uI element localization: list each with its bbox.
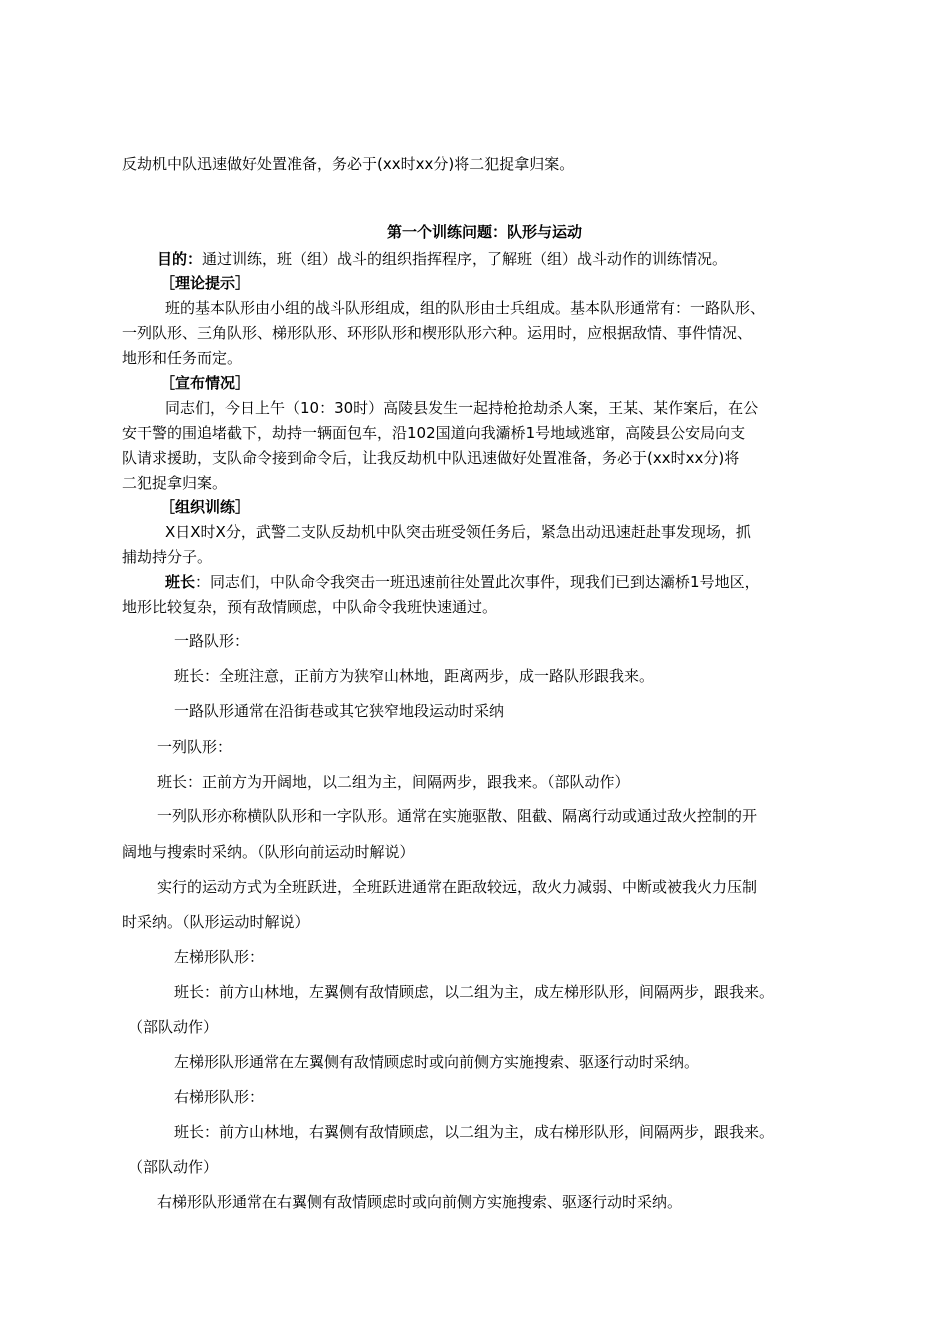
paragraph-line: 地形和任务而定。 — [122, 349, 243, 367]
paragraph-line: 一路队形通常在沿街巷或其它狭窄地段运动时采纳 — [174, 702, 505, 720]
paragraph-line: 反劫机中队迅速做好处置准备，务必于(xx时xx分)将二犯捉拿归案。 — [122, 155, 575, 173]
paragraph-line: 队请求援助，支队命令接到命令后，让我反劫机中队迅速做好处置准备，务必于(xx时xx分)将 — [122, 449, 740, 467]
paragraph-line: 阔地与搜索时采纳。（队形向前运动时解说） — [122, 843, 415, 861]
paragraph-line: 班的基本队形由小组的战斗队形组成，组的队形由士兵组成。基本队形通常有：一路队形、 — [165, 299, 766, 317]
heading-theory: ［理论提示］ — [160, 274, 251, 292]
paragraph-line: 班长：正前方为开阔地，以二组为主，间隔两步，跟我来。（部队动作） — [157, 773, 630, 791]
paragraph-line: 一列队形、三角队形、梯形队形、环形队形和楔形队形六种。运用时，应根据敌情、事件情况、 — [122, 324, 753, 342]
paragraph-line: 左梯形队形通常在左翼侧有敌情顾虑时或向前侧方实施搜索、驱逐行动时采纳。 — [174, 1053, 700, 1071]
paragraph-line: 实行的运动方式为全班跃进，全班跃进通常在距敌较远，敌火力减弱、中断或被我火力压制 — [157, 878, 758, 896]
formation-heading: 左梯形队形： — [174, 948, 265, 966]
purpose-line — [157, 249, 727, 269]
paragraph-line: （部队动作） — [128, 1018, 219, 1036]
formation-heading: 一路队形： — [174, 632, 250, 650]
paragraph-line: 班长：全班注意，正前方为狭窄山林地，距离两步，成一路队形跟我来。 — [174, 667, 655, 685]
paragraph-line: X日X时X分，武警二支队反劫机中队突击班受领任务后，紧急出动迅速赶赴事发现场，抓 — [165, 523, 751, 541]
paragraph-line: 右梯形队形通常在右翼侧有敌情顾虑时或向前侧方实施搜索、驱逐行动时采纳。 — [157, 1193, 683, 1211]
formation-heading: 一列队形： — [157, 738, 233, 756]
paragraph-line: 同志们，今日上午（10：30时）高陵县发生一起持枪抢劫杀人案，王某、某作案后，在公 — [165, 399, 759, 417]
paragraph-line: （部队动作） — [128, 1158, 219, 1176]
heading-training: ［组织训练］ — [160, 498, 251, 516]
squad-leader-label: 班长 — [165, 573, 196, 591]
paragraph-line: 一列队形亦称横队队形和一字队形。通常在实施驱散、阻截、隔离行动或通过敌火控制的开 — [157, 807, 758, 825]
purpose-text: 通过训练，班（组）战斗的组织指挥程序，了解班（组）战斗动作的训练情况。 — [202, 250, 728, 268]
paragraph-line: 二犯捉拿归案。 — [122, 474, 228, 492]
paragraph-line: 班长：前方山林地，右翼侧有敌情顾虑，以二组为主，成右梯形队形，间隔两步，跟我来。 — [174, 1123, 775, 1141]
section-title: 第一个训练问题：队形与运动 — [387, 223, 583, 241]
heading-situation: ［宣布情况］ — [160, 374, 251, 392]
squad-leader-line — [165, 572, 760, 592]
paragraph-line: 捕劫持分子。 — [122, 548, 213, 566]
squad-leader-text: ：同志们，中队命令我突击一班迅速前往处置此次事件，现我们已到达灞桥1号地区， — [195, 573, 760, 591]
purpose-label: 目的： — [157, 250, 203, 268]
paragraph-line: 时采纳。（队形运动时解说） — [122, 913, 310, 931]
paragraph-line: 安干警的围追堵截下，劫持一辆面包车，沿102国道向我灞桥1号地域逃窜，高陵县公安局向支 — [122, 424, 746, 442]
formation-heading: 右梯形队形： — [174, 1088, 265, 1106]
paragraph-line: 班长：前方山林地，左翼侧有敌情顾虑，以二组为主，成左梯形队形，间隔两步，跟我来。 — [174, 983, 775, 1001]
paragraph-line: 地形比较复杂，预有敌情顾虑，中队命令我班快速通过。 — [122, 598, 498, 616]
